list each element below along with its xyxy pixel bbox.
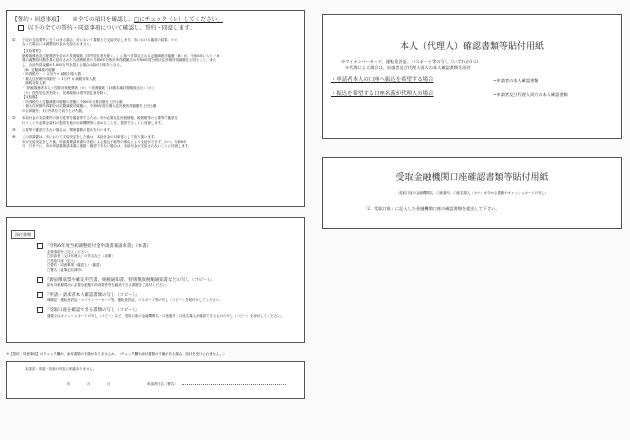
consent-item-line: 強の調整給付額を基に給付された当該納税者の令和6年分推計所得税額又は令和6年度分個人住民税所得割額を上回ること。また xyxy=(22,58,217,63)
attachments-section xyxy=(6,217,305,343)
attachment-item-note: □受取口座（記入） xyxy=(47,258,78,263)
attachment-item-title: 『申請・請求者本人確認書類の写し（コピー）』 xyxy=(45,292,140,298)
consent-item-body xyxy=(22,128,299,133)
bank-documents-panel xyxy=(322,157,622,229)
id-documents-panel xyxy=(322,14,622,139)
bank-panel-instruction: 「2．受取口座」に記入した金融機関口座の確認書類を提出して下さい。 xyxy=(363,205,500,211)
attachment-item-note: □誓約・同意事項（確認上）（確認） xyxy=(47,263,103,268)
attachment-item-title-row[interactable] xyxy=(37,307,300,314)
consent-item-line: 市が支給決定をした後、申請書兼請求書の手続による振込不能等の事由により支給ができず、かつ、令和6年 xyxy=(22,139,187,144)
consent-confirm-row[interactable] xyxy=(18,25,299,33)
signature-date-row xyxy=(25,380,286,387)
signature-label: 申請者氏名（署名） xyxy=(147,381,178,386)
consent-item-body xyxy=(22,116,299,125)
attachment-item-title: 『源泉徴収票や確定申告書、納税通知書、特別徴収税額通知書などの写し（コピー）』 xyxy=(45,277,214,283)
consent-item-mark: ① xyxy=(12,36,16,42)
id-panel-desc-2: ※代理による場合は、申請者及び代理人両人の本人確認書類を添付 xyxy=(345,64,471,70)
consent-confirm-label: 以下の全ての誓約・同意事項について確認し、誓約・同意します。 xyxy=(27,25,196,32)
attachments-list xyxy=(37,243,300,318)
bank-panel-title: 受取金融機関口座確認書類等貼付用紙 xyxy=(395,173,549,183)
attachment-item-note: 給付対象額算出に必要な根拠や所得要件等を確認できる書類をご添付ください。 xyxy=(47,283,170,288)
attachment-item-title: 『受取口座を確認できる書類の写し（コピー）』 xyxy=(45,307,140,313)
consent-item-line: 減税対象人数 xyxy=(22,81,46,86)
attachment-item xyxy=(37,243,300,273)
id-option-label: ・振込を希望する口座名義が代理人の場合 xyxy=(331,91,434,98)
bank-panel-desc: （受取口座の金融機関名、口座番号、口座名義人（カナ）が分かる通帳やキャッシュカードの写し） xyxy=(395,191,549,195)
consent-title: 【誓約・同意事項】 xyxy=(12,17,63,23)
consent-section xyxy=(6,10,305,207)
consent-item xyxy=(12,38,299,47)
id-panel-title: 本人（代理人）確認書類等貼付用紙 xyxy=(399,42,544,52)
id-panel-desc-1: ※マイナンバーカード、運転免許証、パスポート等の写し（いずれか1つ） xyxy=(341,59,481,64)
consent-item-line: ・個人住民税所得割分は定額減税可能額に、令和6年度分個人住民税所得割額を上回る額 xyxy=(22,104,157,109)
attachment-item-note: □署名（直筆記名押印） xyxy=(47,267,85,272)
consent-item-line: 公募等で確認できない場合は、関係書類の提出を行います。 xyxy=(22,127,114,132)
consent-item-line: ・所得税分と定額減税可能額の差額に令和6年分推計額を上回る額 xyxy=(22,99,123,104)
attachment-item-note: 必要事項をご記入ください。 xyxy=(47,249,92,254)
consent-items-list xyxy=(12,38,299,149)
consent-item-line: この申請書は、市において支給決定をした後は、本給付金の対象者として取り扱います。 xyxy=(22,134,158,139)
consent-instruction-checkbox: □にチェック（レ）してください。 xyxy=(133,17,223,23)
consent-item-line: 納税義務者及び配偶者を含めた扶養親族（国外居住者を除く。）に基づき算定される定額減税可能額（B）が、令和6年に入り「# xyxy=(22,53,220,58)
consent-item-line: 下記の支給要件に当てはまる場合、市において書類上で支給決定します。市における審査の結果、＊＊ xyxy=(22,37,178,42)
consent-item-line: 【支給額】 xyxy=(22,95,39,100)
consent-item-body xyxy=(22,38,299,47)
day-label: 日 xyxy=(107,381,111,386)
attachment-checkbox[interactable] xyxy=(37,277,43,283)
consent-item-body xyxy=(22,49,299,113)
signature-statement: 本請求・申請・同意の内容に相違ありません。 xyxy=(25,367,97,371)
attachment-checkbox[interactable] xyxy=(37,307,43,313)
attachment-item xyxy=(37,307,300,318)
attachments-header-label: 添付書類 xyxy=(15,232,31,237)
signature-field[interactable] xyxy=(182,380,286,385)
consent-item-line: ・個人住民税所得割分 ＝ 1万円 × 減税対象人数 xyxy=(22,76,96,81)
consent-item-line: ・「納税義務者本人＋控除対象配偶者（※）＋扶養親族（16歳未満扶養親族含む）（※）」 xyxy=(22,85,157,90)
id-option-label: ・申請者本人の口座へ振込を希望する場合 xyxy=(331,77,434,84)
consent-item-line: （※）国外居住者を除く、扶養親族は国外居住者を除く。 xyxy=(22,90,111,95)
attachment-checkbox[interactable] xyxy=(37,292,43,298)
attachment-checkbox[interactable] xyxy=(37,243,43,249)
id-option-value: →申請者及び代理人両方の本人確認書類 xyxy=(493,92,568,98)
attachments-header xyxy=(11,230,35,239)
attachment-item xyxy=(37,277,300,288)
consent-item xyxy=(12,116,299,125)
attachment-item-note: 通帳又はキャッシュカードの写し（コピー）など、受取口座の金融機関名・口座番号・口座名義人が確認できるものの写し（コピー）を添付してください。 xyxy=(47,313,284,318)
attachment-item xyxy=(37,292,300,303)
id-options-list xyxy=(331,77,613,98)
attachment-item-title-row[interactable] xyxy=(37,243,300,250)
consent-item-line: 【支給要件】 xyxy=(22,49,43,54)
consent-item-line: （B）定額減税可能額 xyxy=(22,67,56,72)
month-label: 月 xyxy=(87,381,91,386)
attachment-item-note: □申請者（又は代理人）の氏名など（直筆） xyxy=(47,254,115,259)
consent-header xyxy=(12,17,299,24)
consent-checkbox[interactable] xyxy=(18,25,24,31)
consent-item-mark: ④ xyxy=(12,133,16,139)
attachment-item-note: 保険証・運転免許証・マイナンバーカード等、運転免許証、パスポート等の写し（コピー）を貼付けしてください。 xyxy=(47,298,223,303)
id-option-row xyxy=(331,77,613,84)
consent-instruction: ※全ての項目を確認し、□にチェック（レ）してください。 xyxy=(72,17,223,23)
year-label: 年 xyxy=(67,381,71,386)
consent-item-line: なった場合には調整給付金は支給されません。 xyxy=(22,42,94,47)
consent-item-line: の合算額を、1万円単位で切り上げた額。 xyxy=(22,108,86,113)
consent-item xyxy=(12,128,299,133)
signature-box xyxy=(6,361,305,399)
consent-item-line: ・所得税分 ＝ 3万円 × 減税対象人数 xyxy=(22,72,82,77)
consent-item-line: 本給付金の支給要件の該当性等を審査等するため、市が必要な住民税情報、税情報等の公簿等で確認を xyxy=(22,116,178,120)
id-option-row xyxy=(331,91,613,98)
attachment-item-title: 『令和6年度当初調整給付金申請書兼請求書』（本書） xyxy=(45,244,151,249)
id-option-value: →申請者の本人確認書類 xyxy=(493,78,539,84)
footer-note: ※【誓約・同意事項】のチェック欄が、添付書類の不備がありませんか。（チェック欄や添付書類の不備がある場合、給付を受けられません。） xyxy=(6,352,227,356)
consent-item-line: し、合計所得金額が1,805万円を超える場合は給付対象外となる。 xyxy=(22,62,124,67)
consent-item-mark: ② xyxy=(12,115,16,120)
consent-item xyxy=(12,135,299,149)
consent-item-mark: ③ xyxy=(12,126,16,132)
consent-item-line: 月 日までに、市が申請書兼請求書に連絡・確認できない場合は、本給付金が支給されないことに同意します。 xyxy=(22,144,192,149)
consent-item-line: 行うことや必要な資料の提供を他の行政機関等に求めることを、提供することに同意します。 xyxy=(22,120,165,125)
consent-item-body xyxy=(22,135,299,149)
consent-item xyxy=(12,49,299,113)
